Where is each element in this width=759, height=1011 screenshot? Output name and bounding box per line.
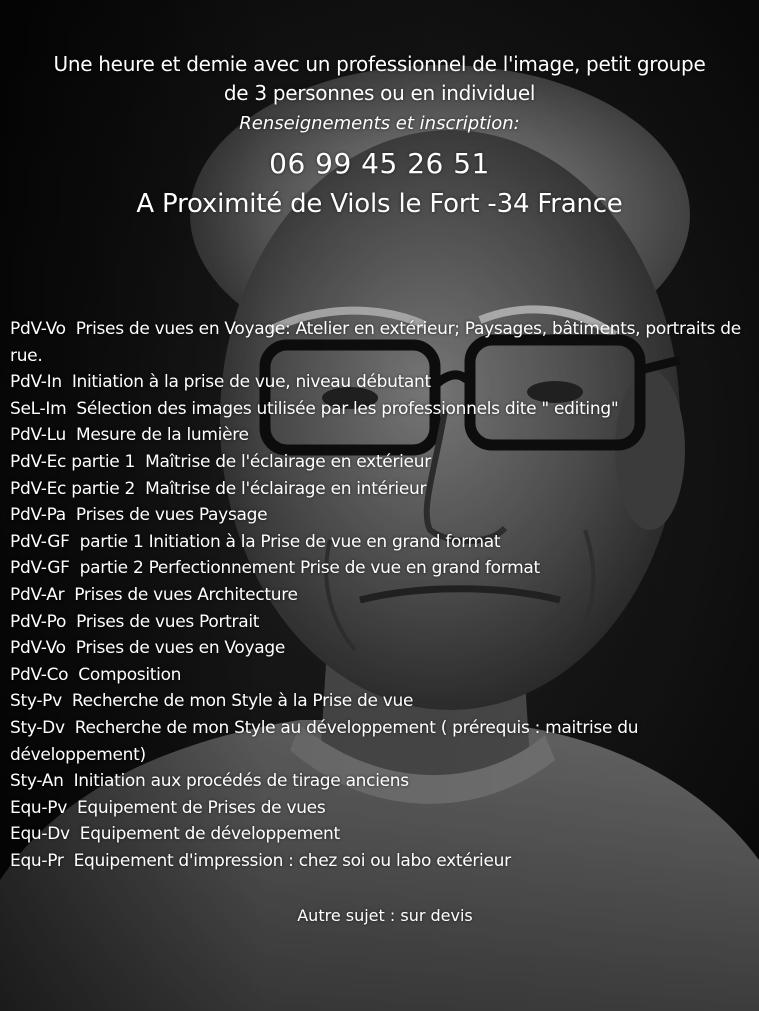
- course-title: Initiation aux procédés de tirage anciens: [73, 771, 409, 792]
- poster-header: [0, 50, 759, 222]
- course-item: [10, 848, 750, 875]
- course-title: Prises de vues Architecture: [74, 584, 298, 605]
- course-item: [10, 369, 750, 396]
- course-code: PdV-GF: [10, 558, 70, 579]
- course-item: [10, 476, 750, 503]
- course-code: PdV-GF: [10, 531, 70, 552]
- course-code: PdV-Vo: [10, 638, 66, 659]
- course-title: Initiation à la prise de vue, niveau débutant: [71, 372, 431, 393]
- course-title: Prises de vues en Voyage: [75, 638, 286, 659]
- course-title: Prises de vues Paysage: [75, 505, 268, 526]
- course-title: Mesure de la lumière: [75, 425, 249, 446]
- course-item: [10, 449, 750, 476]
- phone-number: 06 99 45 26 51: [269, 147, 490, 180]
- course-title: Prises de vues en Voyage: Atelier en extérieur; Paysages, bâtiments, portraits de rue.: [10, 319, 741, 366]
- course-title: Recherche de mon Style à la Prise de vue: [71, 691, 414, 712]
- course-item: [10, 529, 750, 556]
- course-item: [10, 396, 750, 423]
- course-item: [10, 688, 750, 715]
- intro-line-2: de 3 personnes ou en individuel: [223, 81, 536, 105]
- course-title: Equipement de Prises de vues: [76, 797, 326, 818]
- course-item: [10, 582, 750, 609]
- course-title: partie 1 Initiation à la Prise de vue en grand format: [79, 531, 501, 552]
- course-title: Prises de vues Portrait: [76, 611, 260, 632]
- info-label: Renseignements et inscription:: [239, 113, 520, 134]
- course-title: Equipement de développement: [79, 824, 340, 845]
- course-title: Recherche de mon Style au développement ( prérequis : maitrise du développement): [10, 717, 639, 765]
- course-item: [10, 422, 750, 449]
- course-code: PdV-Ec partie 1: [10, 451, 136, 472]
- course-item: [10, 662, 750, 689]
- course-item: [10, 502, 750, 529]
- course-item: [10, 316, 750, 369]
- course-title: Sélection des images utilisée par les professionnels dite " editing": [76, 398, 619, 419]
- course-title: Equipement d'impression : chez soi ou labo extérieur: [73, 850, 511, 871]
- course-title: partie 2 Perfectionnement Prise de vue en grand format: [79, 558, 540, 579]
- course-code: SeL-Im: [10, 398, 67, 419]
- course-title: Maîtrise de l'éclairage en extérieur: [145, 451, 431, 472]
- course-code: Equ-Dv: [10, 824, 70, 845]
- course-code: PdV-Lu: [10, 425, 66, 446]
- course-code: PdV-Ec partie 2: [10, 478, 136, 499]
- course-code: PdV-In: [10, 372, 62, 393]
- course-title: Composition: [78, 664, 182, 685]
- course-code: Sty-Dv: [10, 717, 65, 738]
- course-list: [10, 316, 750, 874]
- course-item: [10, 821, 750, 848]
- location-line: A Proximité de Viols le Fort -34 France: [136, 189, 623, 219]
- course-code: Sty-An: [10, 771, 64, 792]
- course-title: Maîtrise de l'éclairage en intérieur: [145, 478, 427, 499]
- intro-line-1: Une heure et demie avec un professionnel de l'image, petit groupe: [53, 52, 706, 76]
- course-code: Equ-Pr: [10, 850, 64, 871]
- course-code: PdV-Ar: [10, 584, 65, 605]
- course-item: [10, 768, 750, 795]
- course-item: [10, 609, 750, 636]
- footer-note: Autre sujet : sur devis: [297, 906, 473, 925]
- course-code: Equ-Pv: [10, 797, 67, 818]
- course-item: [10, 715, 750, 768]
- course-code: PdV-Po: [10, 611, 67, 632]
- course-item: [10, 635, 750, 662]
- course-code: PdV-Vo: [10, 319, 66, 339]
- course-code: PdV-Pa: [10, 505, 66, 526]
- course-code: Sty-Pv: [10, 691, 62, 712]
- course-item: [10, 555, 750, 582]
- course-item: [10, 795, 750, 822]
- course-code: PdV-Co: [10, 664, 69, 685]
